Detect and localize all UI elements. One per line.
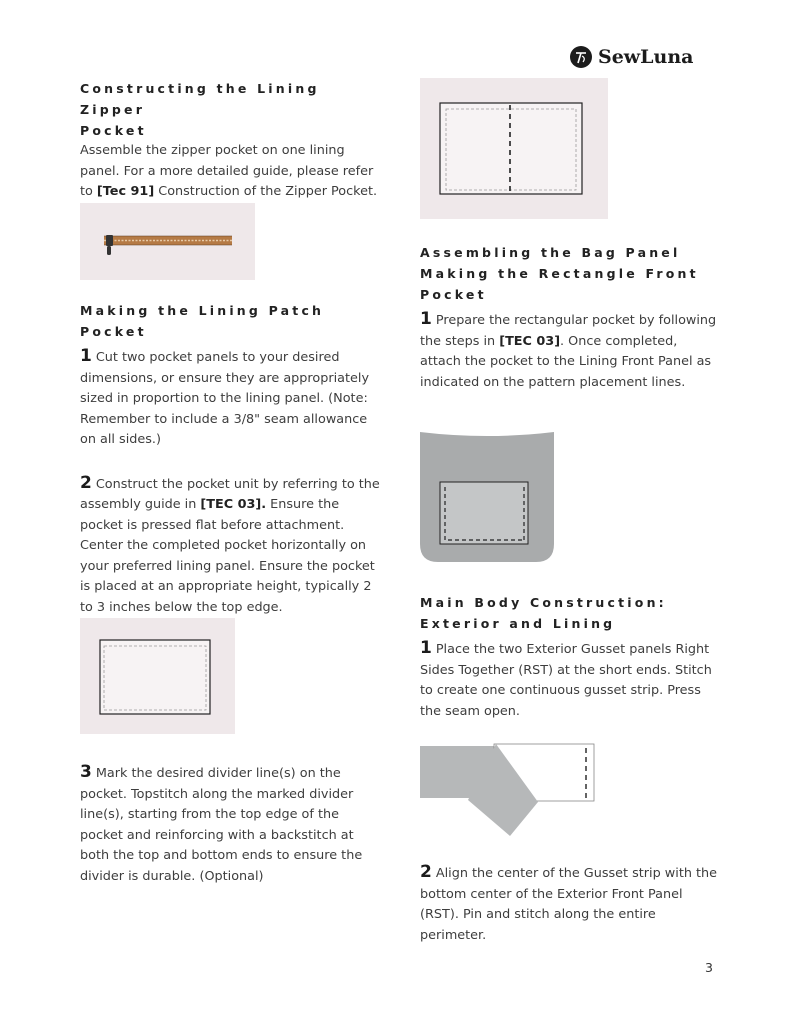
step-number: 2 xyxy=(80,472,92,493)
heading-line: Constructing the Lining Zipper xyxy=(80,81,320,117)
pocket-outline xyxy=(440,103,582,194)
bag-panel-heading xyxy=(420,242,720,305)
main-body-section xyxy=(420,592,720,722)
divider-pocket-illustration xyxy=(420,78,608,219)
lining-zipper-heading xyxy=(80,78,380,141)
step-text: Prepare the rectangular pocket by following the steps in xyxy=(420,313,717,349)
main-body-step-2 xyxy=(420,862,720,946)
heading-line: Pocket xyxy=(420,287,487,302)
heading-line: Main Body Construction: xyxy=(420,595,667,610)
patch-pocket-drawing xyxy=(80,618,235,734)
needle-circle-icon xyxy=(570,46,592,68)
page-number: 3 xyxy=(705,960,713,975)
step-text: . Once completed, attach the pocket to the Lining Front Panel as indicated on the pattern placement lines. xyxy=(420,333,712,390)
step-number: 2 xyxy=(420,862,432,882)
text: Assemble the zipper pocket on one lining panel. For a more detailed guide, please refer to xyxy=(80,143,374,199)
step-number: 1 xyxy=(80,346,92,366)
lining-front-panel-illustration xyxy=(418,430,556,566)
step-number: 3 xyxy=(80,762,92,782)
patch-step-3-block xyxy=(80,762,380,887)
patch-pocket-section xyxy=(80,300,380,618)
step-number: 1 xyxy=(420,638,432,658)
gusset-illustration xyxy=(418,742,598,840)
step-text: Ensure the pocket is pressed flat before attachment. Center the completed pocket horizontally on your preferred lining panel. Ensure the pocket is placed at an appropriate height, typically 2 to 3 inches below the top edge. xyxy=(80,497,375,615)
heading-line: Pocket xyxy=(80,123,147,138)
brand-logo xyxy=(570,46,693,68)
tec-reference: [Tec 91] xyxy=(96,184,155,199)
lining-zipper-text xyxy=(80,141,380,203)
bag-panel-step-1 xyxy=(420,309,720,393)
patch-step-1 xyxy=(80,346,380,451)
zipper-pull xyxy=(107,246,111,255)
step-text: Construct the pocket unit by referring to the assembly guide in xyxy=(80,476,380,512)
main-body-step-1 xyxy=(420,638,720,722)
brand-name: SewLuna xyxy=(598,46,694,68)
heading-line: Exterior and Lining xyxy=(420,616,616,631)
step-text: Mark the desired divider line(s) on the pocket. Topstitch along the marked divider line(s), starting from the top edge of the pocket and reinforcing with a backstitch at both the top and bottom ends to ensure the divider is durable. (Optional) xyxy=(80,766,363,884)
bag-panel-section xyxy=(420,242,720,393)
tec-reference: [TEC 03]. xyxy=(200,497,267,512)
step-text: Place the two Exterior Gusset panels Right Sides Together (RST) at the short ends. Stitch to create one continuous gusset strip. Press the seam open. xyxy=(420,642,712,719)
patch-step-2 xyxy=(80,473,380,619)
step-text: Cut two pocket panels to your desired dimensions, or ensure they are appropriately sized in proportion to the lining panel. (Note: Remember to include a 3/8" seam allowance on all sides.) xyxy=(80,350,370,447)
zipper-slider xyxy=(106,235,113,246)
patch-step-3 xyxy=(80,762,380,887)
zipper-illustration xyxy=(80,203,255,280)
patch-pocket-illustration xyxy=(80,618,235,734)
zipper-drawing xyxy=(80,203,255,280)
heading-line: Assembling the Bag Panel xyxy=(420,245,681,260)
patch-pocket-heading: Making the Lining Patch Pocket xyxy=(80,303,325,339)
step-text: Align the center of the Gusset strip with the bottom center of the Exterior Front Panel (RST). Pin and stitch along the entire perimeter. xyxy=(420,866,718,943)
pocket-outline xyxy=(100,640,210,714)
divider-pocket-drawing xyxy=(420,78,608,219)
left-column xyxy=(80,78,380,203)
text: Construction of the Zipper Pocket. xyxy=(154,184,378,199)
main-body-heading xyxy=(420,592,720,634)
heading-line: Making the Rectangle Front xyxy=(420,266,699,281)
tec-reference: [TEC 03] xyxy=(499,333,561,349)
front-pocket-outline xyxy=(440,482,528,544)
step-number: 1 xyxy=(420,309,432,329)
main-body-step-2-block xyxy=(420,862,720,946)
